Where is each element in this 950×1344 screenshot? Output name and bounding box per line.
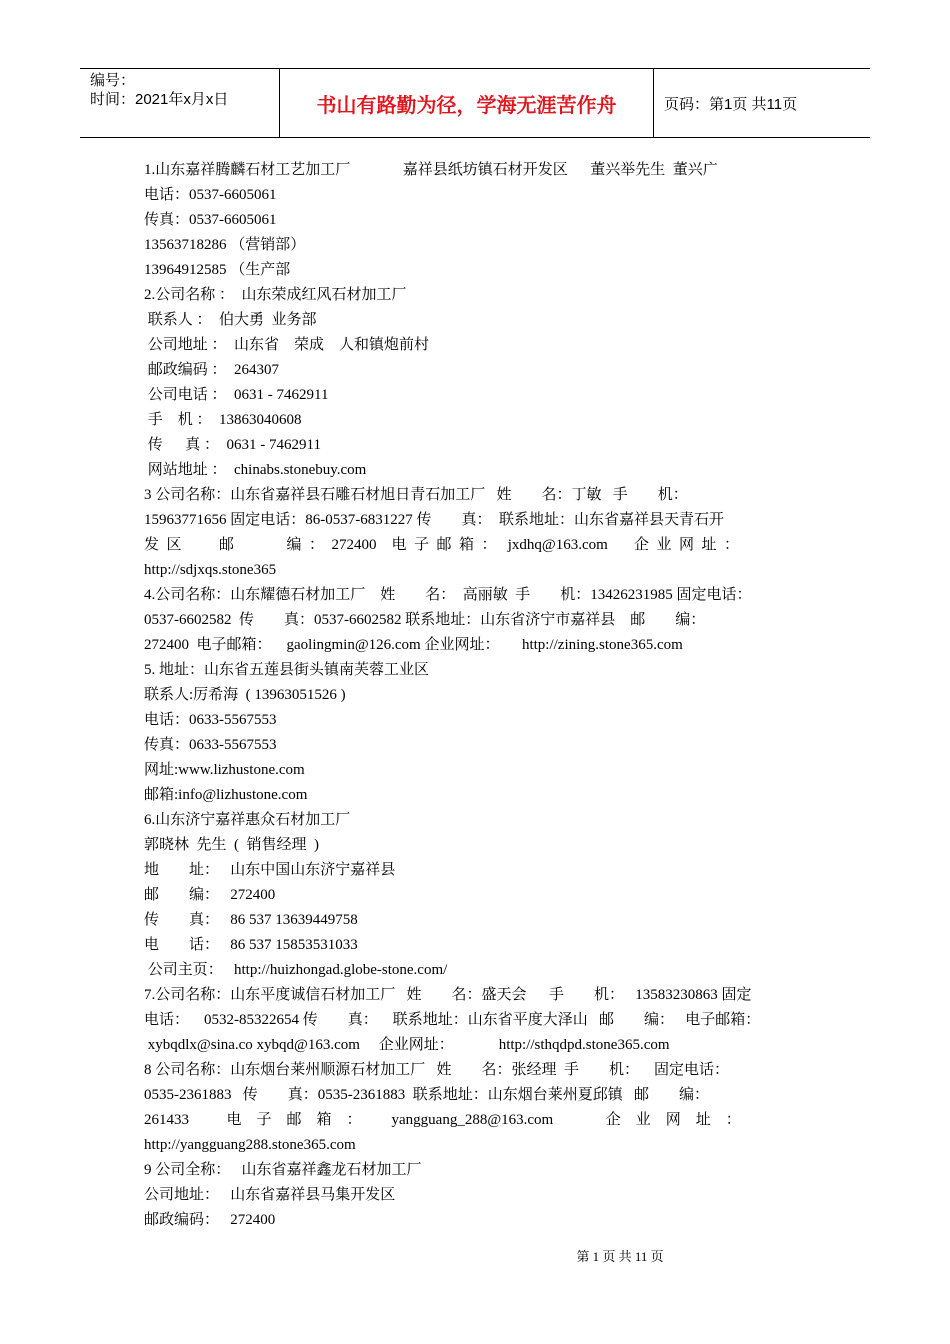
text-line: 发 区 邮 编 ： 272400 电 子 邮 箱 ： jxdhq@163.com 企 业 网 址 ： <box>144 537 740 553</box>
text-line: 6.山东济宁嘉祥惠众石材加工厂 <box>144 812 351 828</box>
text-line: xybqdlx@sina.co xybqd@163.com 企业网址： http://sthqdpd.stone365.com <box>144 1037 670 1053</box>
text-line: 传 真： 86 537 13639449758 <box>144 912 358 928</box>
text-line: http://yangguang288.stone365.com <box>144 1137 356 1153</box>
text-line: 0535-2361883 传 真：0535-2361883 联系地址：山东烟台莱州夏邱镇 邮 编： <box>144 1087 709 1103</box>
text-line: http://sdjxqs.stone365 <box>144 562 277 578</box>
text-line: 联系人:厉希海 ( 13963051526 ) <box>144 687 346 703</box>
page-counter: 页码：第1页 共11页 <box>664 95 798 113</box>
time-label: 时间：2021年x月x日 <box>90 91 229 108</box>
text-line: 9 公司全称： 山东省嘉祥鑫龙石材加工厂 <box>144 1162 422 1178</box>
text-line: 电话：0633-5567553 <box>144 712 277 728</box>
text-line: 5. 地址：山东省五莲县街头镇南芙蓉工业区 <box>144 662 430 678</box>
serial-label: 编号： <box>90 72 136 89</box>
text-line: 手 机 ： 13863040608 <box>144 412 302 428</box>
text-line: 4.公司名称：山东耀德石材加工厂 姓 名： 高丽敏 手 机：13426231985 固定电话： <box>144 587 752 603</box>
text-line: 3 公司名称：山东省嘉祥县石雕石材旭日青石加工厂 姓 名：丁敏 手 机： <box>144 487 688 503</box>
text-line: 电话： 0532-85322654 传 真： 联系地址：山东省平度大泽山 邮 编： 电子邮箱： <box>144 1012 761 1028</box>
text-line: 公司地址 ： 山东省 荣成 人和镇炮前村 <box>144 337 430 353</box>
text-line: 传 真 ： 0631 - 7462911 <box>144 437 321 453</box>
text-line: 电 话： 86 537 15853531033 <box>144 937 358 953</box>
text-line: 8 公司名称：山东烟台莱州顺源石材加工厂 姓 名：张经理 手 机： 固定电话： <box>144 1062 730 1078</box>
document-body <box>144 158 808 1233</box>
text-line: 邮 编： 272400 <box>144 887 276 903</box>
text-line: 1.山东嘉祥腾麟石材工艺加工厂 嘉祥县纸坊镇石材开发区 董兴举先生 董兴广 <box>144 162 718 178</box>
text-line: 13964912585 （生产部 <box>144 262 291 278</box>
header-meta <box>80 69 280 137</box>
text-line: 联系人 ： 伯大勇 业务部 <box>144 312 317 328</box>
text-line: 公司地址： 山东省嘉祥县马集开发区 <box>144 1187 396 1203</box>
text-line: 261433 电 子 邮 箱 ： yangguang_288@163.com 企 业 网 址 ： <box>144 1112 741 1128</box>
text-line: 13563718286 （营销部） <box>144 237 306 253</box>
text-line: 邮箱:info@lizhustone.com <box>144 787 308 803</box>
page-header <box>80 68 870 138</box>
page-footer: 第 1 页 共 11 页 <box>576 1249 664 1264</box>
text-line: 公司主页： http://huizhongad.globe-stone.com/ <box>144 962 448 978</box>
text-line: 2.公司名称 ： 山东荣成红风石材加工厂 <box>144 287 407 303</box>
text-line: 网站地址 ： chinabs.stonebuy.com <box>144 462 367 478</box>
text-line: 地 址： 山东中国山东济宁嘉祥县 <box>144 862 396 878</box>
text-line: 传真：0633-5567553 <box>144 737 277 753</box>
text-line: 0537-6602582 传 真：0537-6602582 联系地址：山东省济宁市嘉祥县 邮 编： <box>144 612 706 628</box>
text-line: 15963771656 固定电话：86-0537-6831227 传 真： 联系地址：山东省嘉祥县天青石开 <box>144 512 724 528</box>
motto: 书山有路勤为径，学海无涯苦作舟 <box>280 69 654 137</box>
text-line: 272400 电子邮箱： gaolingmin@126.com 企业网址： http://zining.stone365.com <box>144 637 683 653</box>
text-line: 邮政编码 ： 264307 <box>144 362 280 378</box>
text-line: 郭晓林 先生 ( 销售经理 ) <box>144 837 319 853</box>
text-line: 电话：0537-6605061 <box>144 187 277 203</box>
text-line: 邮政编码： 272400 <box>144 1212 276 1228</box>
text-line: 传真：0537-6605061 <box>144 212 277 228</box>
text-line: 7.公司名称：山东平度诚信石材加工厂 姓 名：盛天会 手 机： 13583230863 固定 <box>144 987 752 1003</box>
text-line: 公司电话 ： 0631 - 7462911 <box>144 387 329 403</box>
text-line: 网址:www.lizhustone.com <box>144 762 305 778</box>
